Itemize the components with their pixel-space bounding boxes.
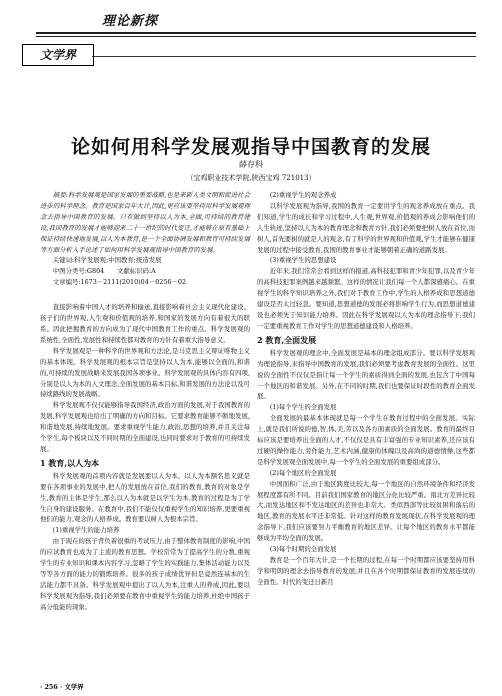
article-affiliation: （宝鸡职业技术学院,陕西宝鸡 721013）: [186, 174, 316, 182]
paragraph: 由于现在的孩子背负着很重的考试压力,由于整体教育制度的影响,中国的应试教育也成为了主流的教育思想。学校常常为了提高学生的分数,重视学生的专业知识和课本内容学习,忽略了学生的实践能力,集体活动能力以及等等各方面的能力的锻炼培养。很多的孩子成绩优异但是竟然连基本的生活能力都不具备。科学发展观中提出了以人为本,注重人的养成,因此,要以科学发展观为指导,我们必须要在教育中重视学生的能力培养,杜绝中国孩子高分低能的现象。: [40, 537, 250, 611]
paragraph: 教育是一个百年大计,是一个长期的过程,在每一个时期都应该要坚持用科学和明朗的理念去指导教育的发展,并且在各个时期都保证教育的发展连续的全面性。时代的变迁日新月: [257, 556, 475, 586]
article-number: 文章编号:1673－2111(2010)04－0256－02: [52, 278, 186, 287]
paragraph: (1)重视学生的能力培养: [52, 526, 120, 535]
right-body: [257, 190, 475, 588]
paragraph: 近年来,我们常常会看到这样的报道,高科技犯罪和青少年犯罪,以及青少年的高科技犯罪案例越来越频繁。这样的情况让我们每一个人都深感痛心。在重视学生的科学知识培养之外,我们对于教育工作中,学生的人格养成和思想道德建设是否太过轻忽。要知道,思想道德的发展必将影响学生行为,而思想道德建设也必须先于知识能力培养。因此在科学发展观以人为本的理念指导下,我们一定要重视教育工作对学生的思想道德建设和人格培养。: [257, 267, 475, 330]
header-rule: [36, 32, 476, 34]
paragraph: 以科学发展观为指导,我国的教育一定要讲学生的观念养成放在重点。我们知道,学生的成长和学习过程中,人生观,世界观,价值观的养成会影响他们的人生轨迹,坚持以人为本的教育理念和教育方针,我们必须要把树人放在首位,而树人,首先要树的就是人的观念,有了科学的世界观和价值观,学生才能够在健康发展的过程中接受教育,我国的教育事业才能够朝着正确的道路发展。: [257, 201, 475, 254]
paragraph: 中国面积广泛,由于地区跨度比较大,每一个地区的自然环境条件和经济发展程度都有所不同。目前我们国家教育的地区分化比较严重。南北方差异比较大,而发达地区和不发达地区的差异也非常大。类似西部等比较贫困和落后的地区,教育的发展水平还非常低。针对这样的教育发展现状,在科学发展观的理念指导下,我们应该要努力平衡教育的地区差异。让每个地区的教育水平都能够成为平均全面的发展。: [257, 479, 475, 543]
article-title: 论如何用科学发展观指导中国教育的发展: [70, 136, 431, 158]
paragraph: (3)每个时期的全面发展: [269, 545, 337, 554]
article-author: 薛存科: [239, 160, 263, 169]
section-badge: 文学界: [22, 44, 94, 66]
keywords: 关键词:科学发展观;中国教育;统造发展: [52, 256, 162, 265]
paragraph: 科学发展观的首项内容就是发展要以人为本。以人为本额名思义就是要在各项事业的发展中,把人的发展放在首位,我们的教育,教育的对象是学生,教育的主体是学生,那么以人为本就是以学生为本,教育的过程是为了学生自身的建设服务。在教育中,我们不能仅仅重视学生的知识培养,更要重视他们的能力,观念的人格养成。教育要以树人为根本宗旨。: [40, 471, 250, 524]
classification: 中图分类号:G804 文献标识码:A: [52, 267, 156, 276]
page-footer: · 256 · 文学界: [40, 683, 84, 691]
section-heading: 2 教育,全面发展: [257, 334, 317, 345]
paragraph: 科学发展观不仅仅能够指导我国经济,政治方面的发展,对于我国教育的发展,科学发展观也给出了明确的方向和目标。它要求教育能够不断地发展,和谐地发展,持续地发展。要求重视学生能力,政治,思想的培养,并且关注每个学生,每个板块以及不同时期的全面建设,也同时要求对于教育的可持续发展。: [40, 401, 250, 453]
left-body: [40, 302, 250, 612]
header-rule-thin: [36, 36, 476, 37]
paragraph: 直接影响着中国人才的培养和输送,直接影响着社会主义现代化建设。孩子们的世界观,人生观和价值观的培养,和国家的发展方向有着很大的联系。因此把握教育的方向成为了现代中国教育工作的重点。科学发展观的系统性,全面性,发展性和持续性都对教育的方针有着重大指导意义。: [40, 303, 250, 344]
journal-title: 理论新探: [102, 14, 159, 29]
right-column: [257, 190, 475, 588]
left-column: [40, 190, 250, 613]
section-heading: 1 教育,以人为本: [40, 457, 100, 468]
paragraph: (1)每个学生的全面发展: [269, 403, 337, 412]
paragraph: 科学发展观是一种科学的世界观和方法论,是马克思主义辩证唯物主义的基本体现。科学发展观的根本宗旨是坚持以人为本,能够以全面的,和谐的,可持续的发展战略来发展我国各项事业。科学发展观的具体内容有四项,分别是以人为本的人文理念,全面发展的基本目标,和谐发展的方法论以及可持续路线的发展战略。: [40, 346, 250, 399]
abstract: 摘要:科学发展观是国家发展的重要战略,也是来新人类文明和促进社会进步的科学理念。教育是国家百年大计,因此,更应该要坚持用科学发展观理念去指导中国教育的发展。只有做到坚持以人为本,全面,可持续的教育建设,我国教育的发展才能够迎来二十一世纪的时代变迁,才能够在原有基础上保证持续快速地发展,以人为本教育,是一个全面协调发展和教育可持续发展等方面分析入手论述了如何用科学发展观指导中国教育的发展。: [40, 191, 250, 254]
paragraph: (2)重视学生的观念养成: [269, 191, 337, 199]
paragraph: (3)重视学生的思想建设: [269, 256, 337, 265]
paragraph: (2)每个地区的全面发展: [269, 468, 337, 477]
paragraph: 全面发展的最基本体现就是每一个学生在教育过程中的全面发展。实际上,就是我们所说的德,智,体,美,劳以及各方面素质的全面发展。教育的最终目标应该是要培养出全面的人才,不仅仅是具有丰富强的专业知识素养,还应该有过硬的操作能力,劳作能力,艺术内涵,健康的体魄以及高尚的道德情操,这些都是科学发展观全面发展中,每一个学生的全面发展的重要组成部分。: [257, 414, 475, 466]
paragraph: 科学发展观的理念中,全面发展是基本的理念组成部分。要以科学发展观为理论指导,来指导中国教育的发展,我们必须要考虑教育发展的全面性。这里说的全面性不仅仅是指让每一个学生的素质得到全面的发展,也包含了中国每一个地区的和谐发展。另外,在不同的时期,我们也要保证时段性的教育全面发展。: [257, 348, 475, 401]
section-rule: [92, 56, 476, 57]
